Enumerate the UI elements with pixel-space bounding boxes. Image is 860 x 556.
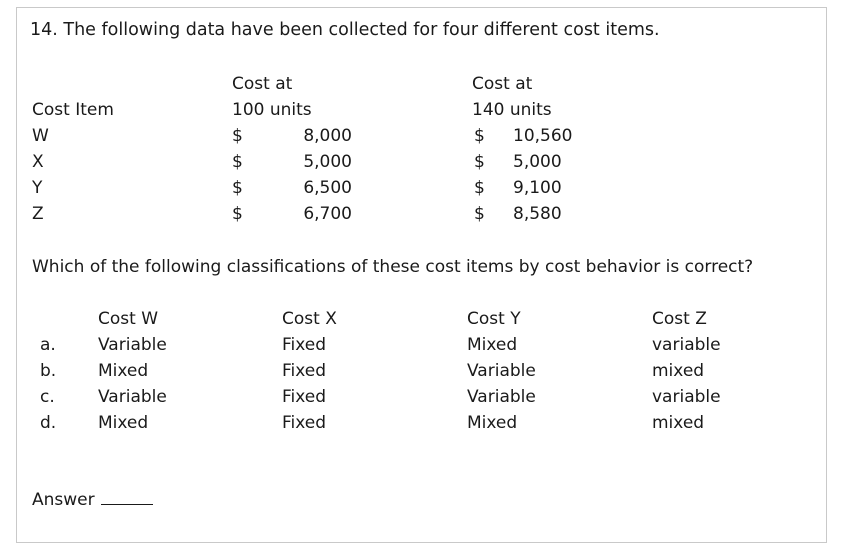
cost-140-value: 10,560: [513, 126, 573, 146]
option-cost-z: mixed: [652, 413, 705, 433]
col1-header-line2: 100 units: [232, 100, 312, 120]
option-cost-y: Variable: [467, 387, 536, 407]
dollar-sign: $: [232, 126, 243, 146]
option-cost-x: Fixed: [282, 413, 327, 433]
option-cost-z: variable: [652, 387, 721, 407]
dollar-sign: $: [474, 126, 485, 146]
option-letter: c.: [40, 387, 55, 407]
row-item: W: [32, 126, 49, 146]
col2-header-line1: Cost at: [472, 74, 533, 94]
dollar-sign: $: [474, 178, 485, 198]
option-letter: b.: [40, 361, 57, 381]
answer-line: [32, 489, 153, 511]
classification-prompt: Which of the following classifications of these cost items by cost behavior is correct?: [32, 257, 754, 277]
cost-140-value: 9,100: [513, 178, 562, 198]
header-cost-x: Cost X: [282, 309, 337, 329]
option-cost-w: Mixed: [98, 361, 149, 381]
header-cost-z: Cost Z: [652, 309, 707, 329]
question-title: 14. The following data have been collected for four different cost items.: [30, 20, 660, 40]
answer-label: Answer: [32, 490, 95, 510]
header-cost-w: Cost W: [98, 309, 159, 329]
option-cost-z: mixed: [652, 361, 705, 381]
option-cost-y: Mixed: [467, 335, 518, 355]
dollar-sign: $: [232, 152, 243, 172]
col1-header-line1: Cost at: [232, 74, 293, 94]
row-item: Y: [32, 178, 43, 198]
cost-140-value: 5,000: [513, 152, 562, 172]
option-cost-y: Variable: [467, 361, 536, 381]
dollar-sign: $: [474, 204, 485, 224]
option-letter: a.: [40, 335, 56, 355]
cost-item-header: Cost Item: [32, 100, 114, 120]
answer-blank[interactable]: [101, 490, 153, 505]
cost-100-value: 8,000: [303, 126, 352, 146]
cost-100-value: 5,000: [303, 152, 352, 172]
option-cost-x: Fixed: [282, 387, 327, 407]
col2-header-line2: 140 units: [472, 100, 552, 120]
option-cost-z: variable: [652, 335, 721, 355]
option-cost-x: Fixed: [282, 335, 327, 355]
option-cost-w: Mixed: [98, 413, 149, 433]
cost-140-value: 8,580: [513, 204, 562, 224]
option-cost-w: Variable: [98, 387, 167, 407]
cost-100-value: 6,700: [303, 204, 352, 224]
cost-100-value: 6,500: [303, 178, 352, 198]
option-letter: d.: [40, 413, 57, 433]
option-cost-x: Fixed: [282, 361, 327, 381]
row-item: Z: [32, 204, 44, 224]
dollar-sign: $: [232, 178, 243, 198]
dollar-sign: $: [232, 204, 243, 224]
option-cost-y: Mixed: [467, 413, 518, 433]
option-cost-w: Variable: [98, 335, 167, 355]
header-cost-y: Cost Y: [467, 309, 521, 329]
row-item: X: [32, 152, 44, 172]
dollar-sign: $: [474, 152, 485, 172]
